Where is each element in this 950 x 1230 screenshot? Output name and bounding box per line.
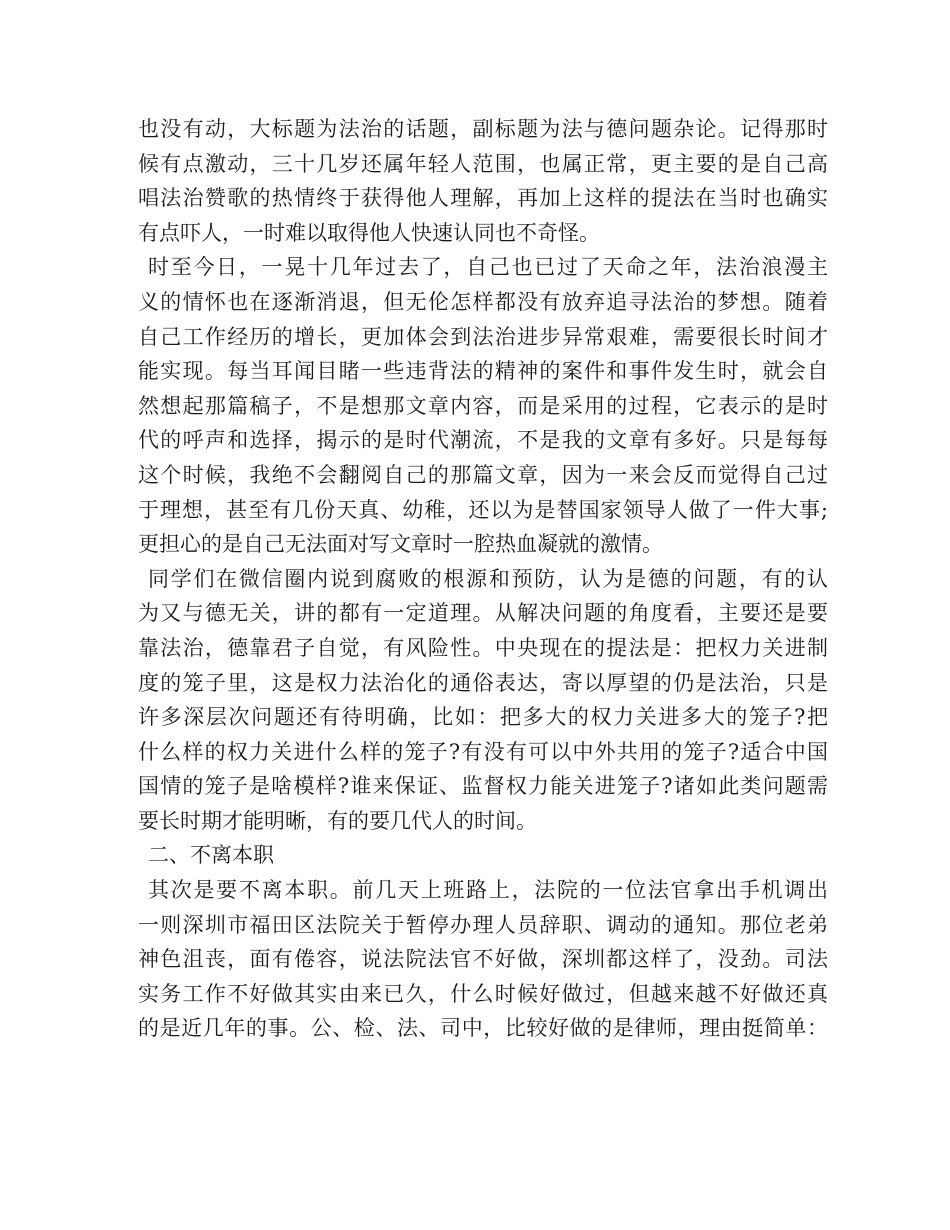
text-line: 什么样的权力关进什么样的笼子?有没有可以中外共用的笼子?适合中国 [138, 739, 828, 764]
text-line: 更担心的是自己无法面对写文章时一腔热血凝就的激情。 [138, 532, 663, 557]
text-line: 国情的笼子是啥模样?谁来保证、监督权力能关进笼子?诸如此类问题需 [138, 774, 828, 799]
text-line: 唱法治赞歌的热情终于获得他人理解，再加上这样的提法在当时也确实 [138, 186, 828, 211]
text-line: 度的笼子里，这是权力法治化的通俗表达，寄以厚望的仍是法治，只是 [138, 670, 828, 695]
paragraph-3 [138, 562, 828, 839]
text-line: 要长时期才能明晰，有的要几代人的时间。 [138, 808, 537, 833]
text-line: 为又与德无关，讲的都有一定道理。从解决问题的角度看，主要还是要 [138, 601, 828, 626]
paragraph-2 [138, 250, 828, 561]
text-line: 许多深层次问题还有待明确，比如：把多大的权力关进多大的笼子?把 [138, 705, 828, 730]
text-line: 于理想，甚至有几份天真、幼稚，还以为是替国家领导人做了一件大事; [138, 497, 828, 522]
text-line: 时至今日，一晃十几年过去了，自己也已过了天命之年，法治浪漫主 [148, 255, 828, 280]
section-heading [138, 838, 828, 873]
text-line: 其次是要不离本职。前几天上班路上，法院的一位法官拿出手机调出 [148, 878, 828, 903]
section-heading-text: 二、不离本职 [148, 843, 274, 868]
text-line: 同学们在微信圈内说到腐败的根源和预防，认为是德的问题，有的认 [148, 566, 828, 591]
document-page [138, 112, 828, 1046]
text-line: 候有点激动，三十几岁还属年轻人范围，也属正常，更主要的是自己高 [138, 151, 828, 176]
text-line: 然想起那篇稿子，不是想那文章内容，而是采用的过程，它表示的是时 [138, 393, 828, 418]
text-line: 靠法治，德靠君子自觉，有风险性。中央现在的提法是：把权力关进制 [138, 635, 828, 660]
text-line: 自己工作经历的增长，更加体会到法治进步异常艰难，需要很长时间才 [138, 324, 828, 349]
text-line: 也没有动，大标题为法治的话题，副标题为法与德问题杂论。记得那时 [138, 117, 828, 141]
paragraph-1 [138, 112, 828, 250]
text-line: 义的情怀也在逐渐消退，但无伦怎样都没有放弃追寻法治的梦想。随着 [138, 289, 828, 314]
text-line: 一则深圳市福田区法院关于暂停办理人员辞职、调动的通知。那位老弟 [138, 912, 828, 937]
text-line: 这个时候，我绝不会翻阅自己的那篇文章，因为一来会反而觉得自己过 [138, 462, 828, 487]
text-line: 的是近几年的事。公、检、法、司中，比较好做的是律师，理由挺简单： [138, 1016, 828, 1041]
text-line: 神色沮丧，面有倦容，说法院法官不好做，深圳都这样了，没劲。司法 [138, 947, 828, 972]
text-line: 实务工作不好做其实由来已久，什么时候好做过，但越来越不好做还真 [138, 981, 828, 1006]
paragraph-4 [138, 873, 828, 1046]
text-line: 能实现。每当耳闻目睹一些违背法的精神的案件和事件发生时，就会自 [138, 359, 828, 384]
text-line: 有点吓人，一时难以取得他人快速认同也不奇怪。 [138, 220, 600, 245]
text-line: 代的呼声和选择，揭示的是时代潮流，不是我的文章有多好。只是每每 [138, 428, 828, 453]
